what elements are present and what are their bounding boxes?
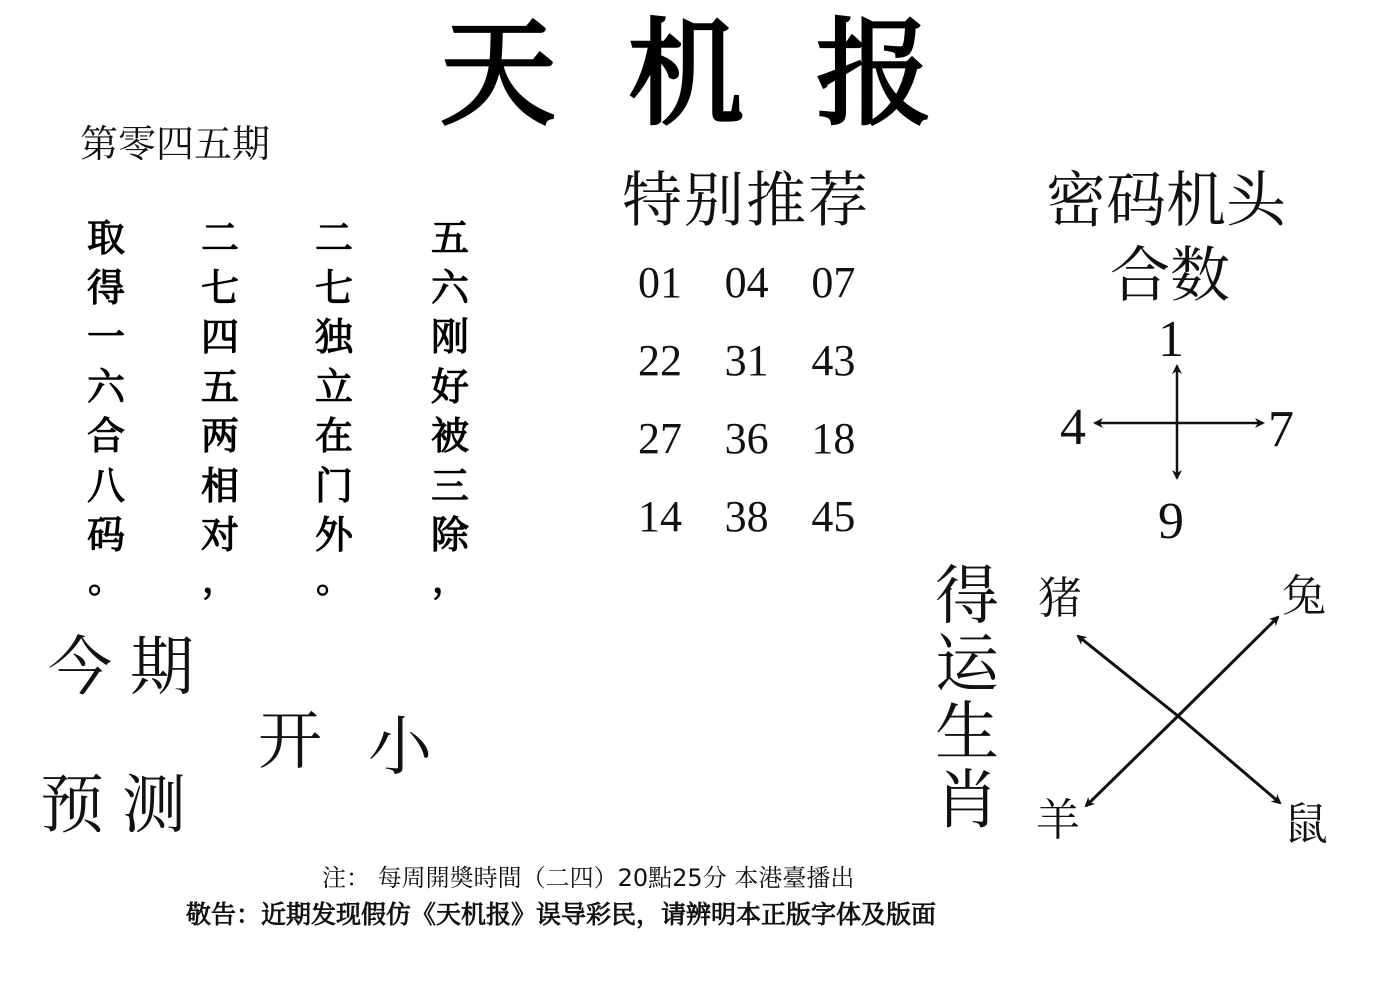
poem-char: 被 [430, 414, 469, 458]
zodiac-title-char: 生 [935, 696, 999, 770]
zodiac-title-char: 得 [935, 560, 999, 634]
footer-note: 注： 每周開奬時間（二四）20點25分 本港臺播出 [322, 864, 855, 892]
poem-char: 独 [314, 315, 353, 359]
poem-char: 门 [314, 463, 353, 508]
poem-char: 合 [86, 414, 125, 458]
poem-char: 两 [200, 414, 239, 458]
poem-char: 二 [200, 216, 239, 260]
number-cell: 31 [724, 336, 769, 385]
poem-char: 得 [86, 265, 125, 310]
arrow-to-rat-icon [1178, 716, 1280, 803]
poem-punct: ， [431, 559, 468, 601]
poem-char: 取 [86, 216, 125, 260]
prediction-label-top: 今期 [48, 631, 212, 705]
number-cell: 01 [638, 258, 682, 307]
footer-warning: 敬告：近期发现假仿《天机报》误导彩民，请辨明本正版字体及版面 [186, 900, 937, 929]
mima-digit-left: 4 [1060, 399, 1086, 456]
prediction-value-small: 小 [368, 711, 432, 785]
poem-punct: 。 [315, 559, 352, 601]
number-cell: 27 [638, 414, 682, 463]
number-cell: 18 [811, 414, 856, 463]
number-cell: 45 [811, 492, 856, 541]
poem-char: 三 [430, 463, 469, 508]
number-cell: 43 [811, 336, 856, 385]
zodiac-animal-pig: 猪 [1038, 573, 1082, 624]
number-cell: 04 [724, 258, 769, 307]
poem-char: 除 [430, 513, 469, 557]
prediction-label-bottom: 预测 [40, 769, 204, 843]
arrow-to-goat-icon [1086, 716, 1178, 806]
number-cell: 07 [811, 258, 856, 307]
poem-char: 刚 [430, 315, 469, 359]
mima-subtitle: 合数 [1110, 241, 1230, 311]
poem-char: 在 [314, 414, 353, 458]
poem-char: 七 [200, 265, 239, 310]
issue-number: 第零四五期 [80, 122, 271, 166]
cross-arrows [1095, 366, 1263, 478]
poem-char: 七 [314, 265, 353, 310]
number-cell: 14 [638, 492, 682, 541]
zodiac-title-char: 肖 [935, 764, 999, 838]
zodiac-title-char: 运 [935, 628, 999, 702]
prediction-value-open: 开 [258, 705, 322, 779]
mima-title: 密码机头 [1046, 166, 1286, 236]
poem-char: 二 [314, 216, 353, 260]
arrow-to-pig-icon [1078, 636, 1178, 716]
poem-char: 相 [200, 463, 239, 508]
poem-char: 好 [430, 364, 469, 409]
poem-char: 五 [200, 364, 239, 409]
special-recommend-title: 特别推荐 [622, 166, 870, 236]
number-cell: 36 [724, 414, 769, 463]
number-cell: 22 [638, 336, 682, 385]
poem-char: 外 [314, 513, 353, 557]
poem-char: 八 [86, 463, 125, 508]
arrow-to-rabbit-icon [1178, 617, 1278, 716]
poem-char: 对 [200, 513, 239, 557]
masthead-title: 天机报 [440, 7, 1004, 142]
poem-char: 六 [86, 364, 125, 409]
poem-char: 立 [314, 364, 353, 409]
number-cell: 38 [724, 492, 769, 541]
poem-char: 四 [200, 315, 239, 359]
x-arrows [1078, 617, 1280, 806]
poem-char: 五 [430, 216, 469, 260]
zodiac-animal-rabbit: 兔 [1282, 571, 1326, 622]
zodiac-animal-rat: 鼠 [1284, 799, 1328, 850]
mima-digit-right: 7 [1268, 401, 1294, 458]
poem-punct: 。 [87, 559, 124, 601]
mima-digit-bottom: 9 [1158, 493, 1184, 550]
poem-punct: ， [201, 559, 238, 601]
zodiac-animal-goat: 羊 [1036, 795, 1080, 846]
poem-char: 六 [430, 265, 469, 310]
poem-char: 一 [86, 315, 125, 359]
poem-char: 码 [86, 513, 125, 557]
mima-digit-top: 1 [1158, 311, 1184, 368]
